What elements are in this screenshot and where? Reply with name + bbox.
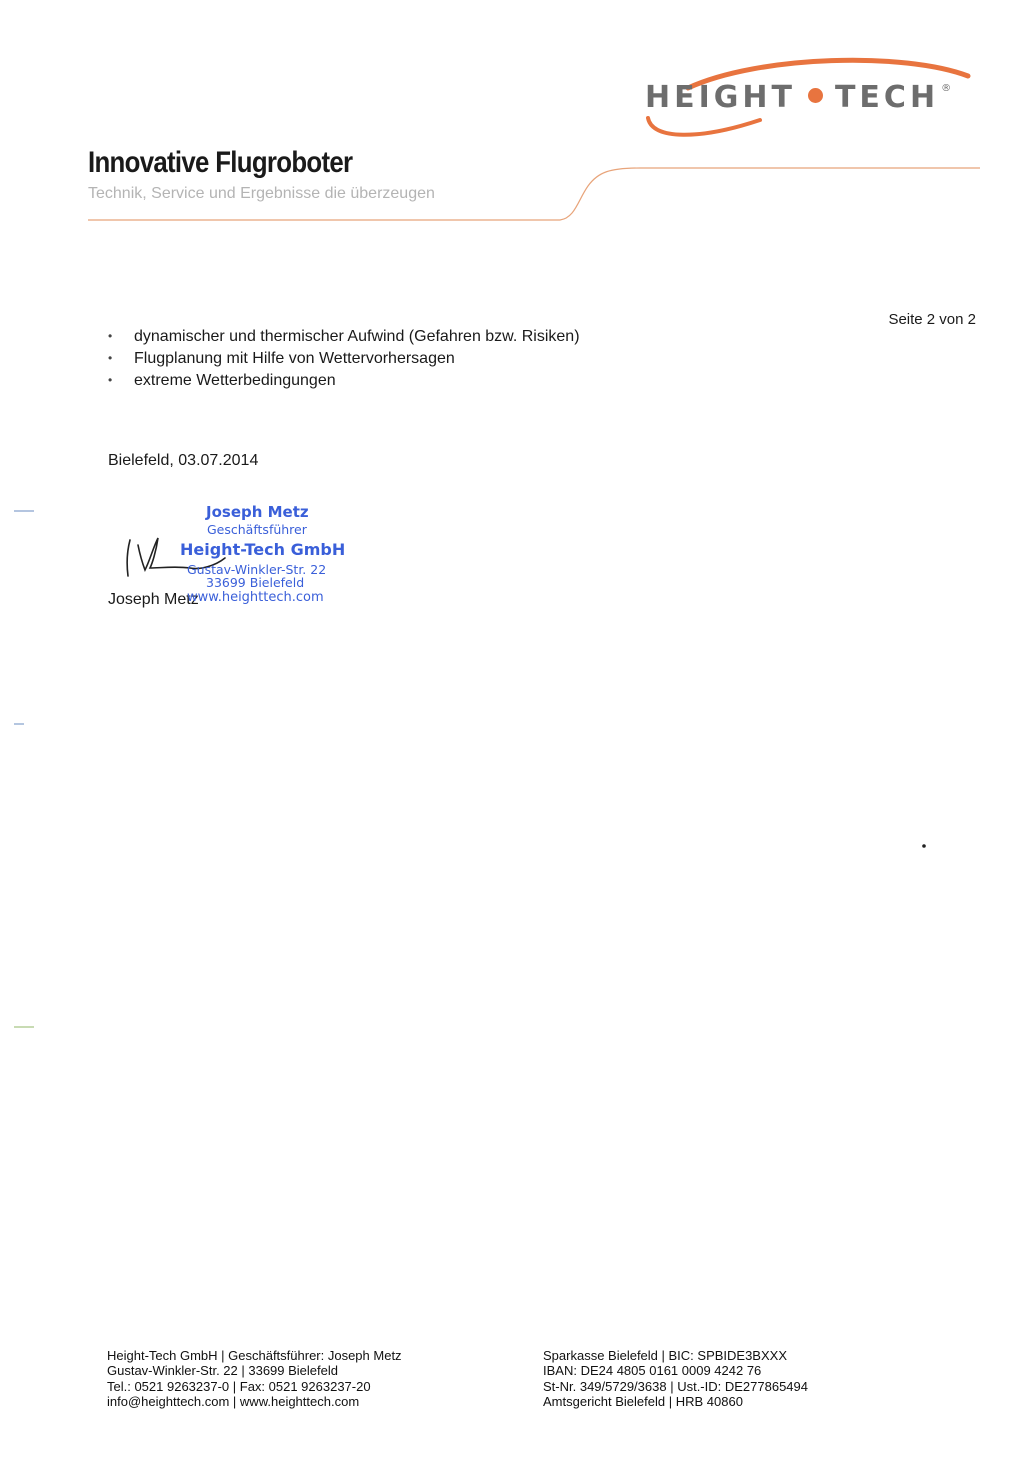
stamp-city: 33699 Bielefeld: [206, 575, 305, 590]
footer-company-info: [107, 1348, 402, 1409]
stamp-role: Geschäftsführer: [207, 522, 307, 537]
registered-mark: ®: [941, 83, 952, 94]
list-item-text: dynamischer und thermischer Aufwind (Gefahren bzw. Risiken): [134, 328, 580, 345]
signer-name: Joseph Metz: [108, 591, 199, 608]
list-item: [108, 325, 580, 347]
page-number: Seite 2 von 2: [888, 311, 976, 328]
scan-speck: [922, 844, 926, 848]
place-date: Bielefeld, 03.07.2014: [108, 452, 259, 469]
stamp-name: Joseph Metz: [206, 503, 309, 521]
logo-word-height: HEIGHT: [645, 80, 796, 115]
height-tech-logo: [645, 80, 951, 115]
list-item-text: Flugplanung mit Hilfe von Wettervorhersagen: [134, 350, 455, 367]
footer-line: IBAN: DE24 4805 0161 0009 4242 76: [543, 1363, 762, 1379]
list-item: [108, 347, 580, 369]
footer-bank-info: [543, 1348, 808, 1409]
bullet-icon: •: [108, 351, 113, 365]
bullet-list: [108, 325, 580, 391]
logo-word-tech: TECH: [834, 80, 940, 115]
tagline: Technik, Service und Ergebnisse die überzeugen: [88, 185, 435, 202]
footer-line: info@heighttech.com | www.heighttech.com: [107, 1393, 360, 1409]
stamp-street: Gustav-Winkler-Str. 22: [187, 562, 327, 577]
list-item-text: extreme Wetterbedingungen: [134, 372, 336, 389]
footer-line: Sparkasse Bielefeld | BIC: SPBIDE3BXXX: [543, 1348, 787, 1363]
footer-line: St-Nr. 349/5729/3638 | Ust.-ID: DE277865494: [543, 1378, 808, 1394]
headline: Innovative Flugroboter: [88, 146, 353, 179]
footer-line: Amtsgericht Bielefeld | HRB 40860: [543, 1393, 743, 1409]
logo-dot: [808, 88, 823, 103]
footer-line: Gustav-Winkler-Str. 22 | 33699 Bielefeld: [107, 1363, 338, 1379]
bullet-icon: •: [108, 329, 113, 343]
logo-lower-swoosh: [648, 118, 760, 135]
footer-line: Height-Tech GmbH | Geschäftsführer: Joseph Metz: [107, 1348, 402, 1363]
footer-line: Tel.: 0521 9263237-0 | Fax: 0521 9263237-20: [107, 1378, 371, 1394]
stamp-company: Height-Tech GmbH: [180, 540, 346, 559]
stamp-web: www.heighttech.com: [187, 590, 324, 605]
bullet-icon: •: [108, 373, 113, 387]
list-item: [108, 369, 580, 391]
